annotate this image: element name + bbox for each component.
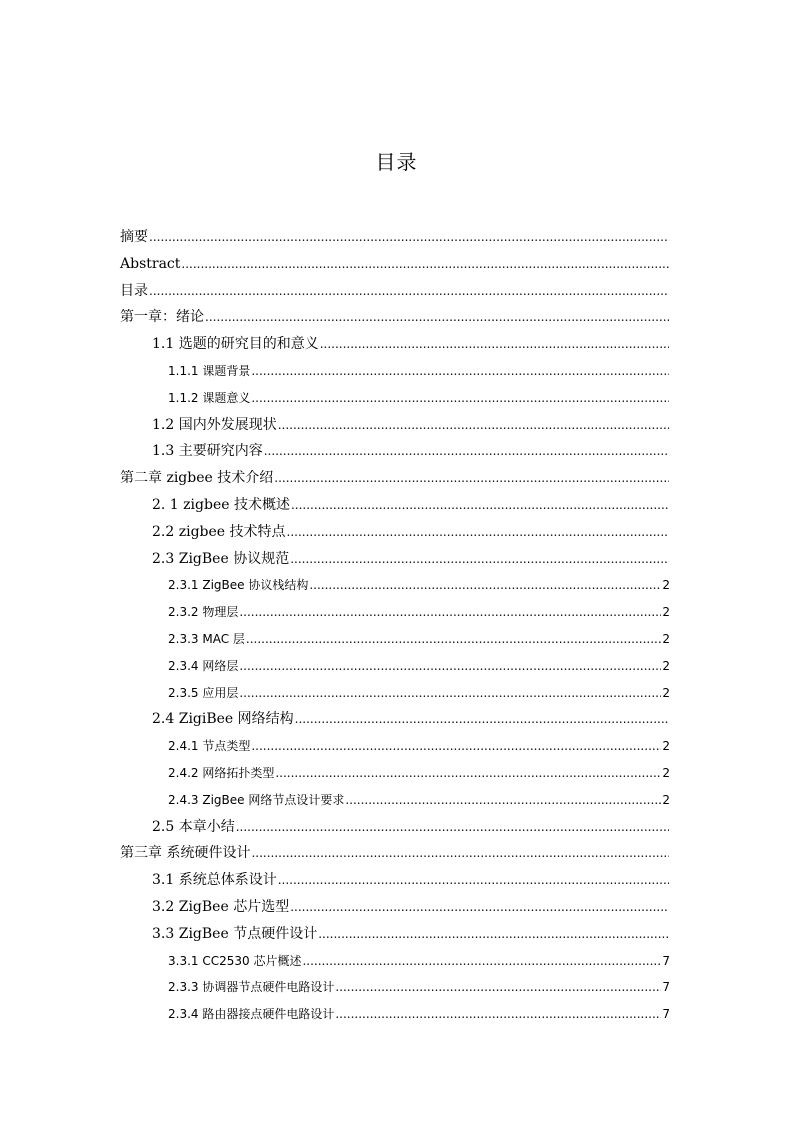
dot-leader — [302, 950, 661, 972]
toc-entry[interactable] — [120, 494, 670, 521]
dot-leader — [274, 467, 669, 489]
toc-entry-label: 摘要 — [120, 229, 148, 245]
dot-leader — [239, 655, 661, 677]
toc-entry[interactable] — [120, 387, 670, 414]
toc-entry[interactable] — [120, 601, 670, 628]
toc-entry[interactable] — [120, 440, 670, 467]
dot-leader — [205, 306, 669, 328]
toc-entry-page-number: 2 — [662, 605, 670, 620]
toc-entry-label: 2.3.3 MAC 层 — [168, 631, 245, 646]
toc-entry-page-number: 2 — [662, 578, 670, 593]
dot-leader — [239, 682, 661, 704]
toc-entry-label: 1.2 国内外发展现状 — [152, 416, 277, 433]
toc-entry[interactable] — [120, 735, 670, 762]
toc-entry[interactable] — [120, 414, 670, 441]
toc-entry[interactable] — [120, 708, 670, 735]
dot-leader — [251, 842, 669, 864]
toc-entry[interactable] — [120, 226, 670, 253]
toc-entry-page-number: 7 — [662, 953, 670, 968]
dot-leader — [295, 708, 669, 730]
dot-leader — [278, 869, 669, 891]
toc-entry-page-number: 2 — [662, 658, 670, 673]
toc-entry-label: 1.1 选题的研究目的和意义 — [152, 336, 319, 353]
dot-leader — [318, 923, 669, 945]
dot-leader — [287, 521, 669, 543]
dot-leader — [290, 548, 669, 570]
toc-entry[interactable] — [120, 333, 670, 360]
toc-entry[interactable] — [120, 548, 670, 575]
toc-entry-label: 2.3.5 应用层 — [168, 685, 239, 700]
toc-entry-label: 2.3 ZigBee 协议规范 — [152, 550, 290, 567]
dot-leader — [181, 253, 669, 275]
toc-entry-page-number: 7 — [662, 980, 670, 995]
toc-entry-label: 3.2 ZigBee 芯片选型 — [152, 898, 290, 915]
toc-entry-label: 第三章 系统硬件设计 — [120, 845, 251, 862]
toc-entry[interactable] — [120, 467, 670, 494]
dot-leader — [320, 333, 669, 355]
toc-entry-label: 2.3.4 网络层 — [168, 658, 239, 673]
toc-entry-page-number: 2 — [662, 631, 670, 646]
toc-entry[interactable] — [120, 950, 670, 977]
toc-entry[interactable] — [120, 521, 670, 548]
toc-entry[interactable] — [120, 976, 670, 1003]
toc-entry[interactable] — [120, 1003, 670, 1030]
toc-entry[interactable] — [120, 896, 670, 923]
toc-entry-label: 2.4.3 ZigBee 网络节点设计要求 — [168, 792, 345, 807]
dot-leader — [149, 226, 669, 248]
toc-entry-label: 2.5 本章小结 — [152, 818, 235, 835]
dot-leader — [291, 494, 669, 516]
toc-entry[interactable] — [120, 360, 670, 387]
dot-leader — [290, 896, 669, 918]
toc-entry[interactable] — [120, 789, 670, 816]
dot-leader — [236, 816, 669, 838]
toc-entry-label: 1.3 主要研究内容 — [152, 443, 263, 460]
table-of-contents — [120, 226, 670, 1030]
toc-entry-label: 2.3.4 路由器接点硬件电路设计 — [168, 1007, 335, 1022]
toc-entry-label: 2.4.1 节点类型 — [168, 739, 251, 754]
dot-leader — [149, 280, 669, 302]
dot-leader — [251, 360, 669, 382]
toc-entry[interactable] — [120, 842, 670, 869]
toc-entry-label: 2.4.2 网络拓扑类型 — [168, 765, 275, 780]
toc-entry-label: 2.3.3 协调器节点硬件电路设计 — [168, 980, 335, 995]
dot-leader — [246, 628, 661, 650]
toc-entry[interactable] — [120, 869, 670, 896]
toc-entry[interactable] — [120, 762, 670, 789]
dot-leader — [345, 789, 661, 811]
toc-entry-label: Abstract — [120, 255, 181, 272]
toc-entry-label: 2. 1 zigbee 技术概述 — [152, 496, 290, 513]
dot-leader — [335, 976, 661, 998]
toc-entry-label: 2.2 zigbee 技术特点 — [152, 523, 286, 540]
dot-leader — [309, 574, 661, 596]
toc-entry-label: 1.1.1 课题背景 — [168, 363, 251, 378]
dot-leader — [251, 735, 661, 757]
dot-leader — [278, 414, 669, 436]
page-title: 目录 — [375, 150, 418, 174]
toc-entry[interactable] — [120, 306, 670, 333]
dot-leader — [275, 762, 661, 784]
toc-entry-label: 1.1.2 课题意义 — [168, 390, 251, 405]
toc-entry-label: 2.3.1 ZigBee 协议栈结构 — [168, 578, 309, 593]
toc-entry[interactable] — [120, 628, 670, 655]
dot-leader — [335, 1003, 661, 1025]
toc-entry[interactable] — [120, 816, 670, 843]
toc-entry[interactable] — [120, 280, 670, 307]
toc-entry-label: 目录 — [120, 282, 148, 299]
dot-leader — [264, 440, 669, 462]
toc-entry[interactable] — [120, 923, 670, 950]
toc-entry-label: 2.3.2 物理层 — [168, 605, 239, 620]
toc-entry-page-number: 2 — [662, 792, 670, 807]
toc-entry[interactable] — [120, 253, 670, 280]
toc-entry-page-number: 2 — [662, 739, 670, 754]
dot-leader — [239, 601, 661, 623]
toc-entry-page-number: 2 — [662, 685, 670, 700]
toc-entry[interactable] — [120, 682, 670, 709]
toc-entry[interactable] — [120, 574, 670, 601]
toc-entry-label: 第一章：绪论 — [120, 309, 204, 326]
toc-entry-label: 3.3 ZigBee 节点硬件设计 — [152, 925, 318, 942]
toc-entry-label: 第二章 zigbee 技术介绍 — [120, 470, 274, 487]
toc-entry-page-number: 2 — [662, 765, 670, 780]
toc-entry-label: 2.4 ZigiBee 网络结构 — [152, 711, 294, 728]
toc-entry-label: 3.1 系统总体系设计 — [152, 872, 277, 889]
toc-entry[interactable] — [120, 655, 670, 682]
toc-entry-page-number: 7 — [662, 1007, 670, 1022]
dot-leader — [251, 387, 669, 409]
toc-entry-label: 3.3.1 CC2530 芯片概述 — [168, 953, 302, 968]
